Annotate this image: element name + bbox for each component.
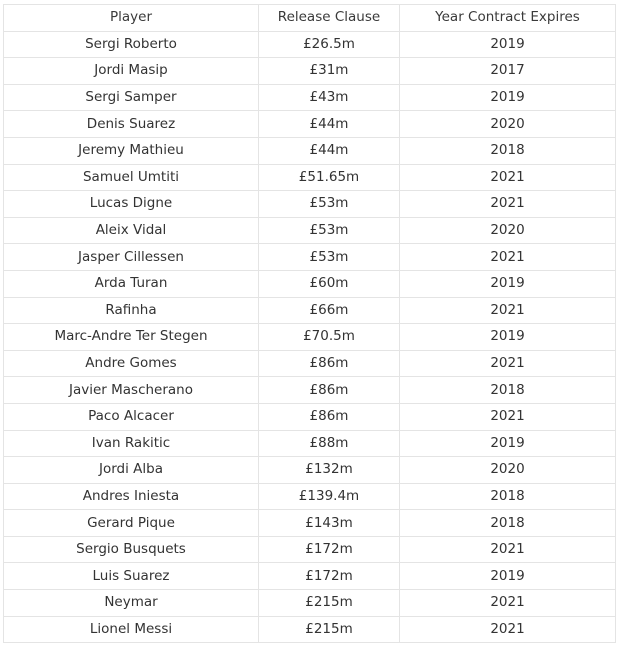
cell-release-clause: £215m [259, 616, 400, 643]
cell-release-clause: £51.65m [259, 164, 400, 191]
cell-year-contract-expires: 2018 [400, 377, 616, 404]
table-row [4, 217, 616, 244]
release-clause-table-container [3, 4, 615, 643]
cell-year-contract-expires: 2019 [400, 270, 616, 297]
cell-player: Aleix Vidal [4, 217, 259, 244]
cell-release-clause: £26.5m [259, 31, 400, 58]
cell-year-contract-expires: 2019 [400, 31, 616, 58]
cell-release-clause: £172m [259, 536, 400, 563]
cell-release-clause: £44m [259, 111, 400, 138]
header-release-clause: Release Clause [259, 5, 400, 32]
table-row [4, 457, 616, 484]
table-row [4, 377, 616, 404]
cell-release-clause: £172m [259, 563, 400, 590]
table-row [4, 536, 616, 563]
cell-year-contract-expires: 2021 [400, 616, 616, 643]
cell-release-clause: £88m [259, 430, 400, 457]
cell-player: Ivan Rakitic [4, 430, 259, 457]
header-player: Player [4, 5, 259, 32]
table-row [4, 616, 616, 643]
cell-player: Jordi Masip [4, 58, 259, 85]
cell-release-clause: £139.4m [259, 483, 400, 510]
cell-player: Sergio Busquets [4, 536, 259, 563]
cell-year-contract-expires: 2019 [400, 430, 616, 457]
cell-player: Luis Suarez [4, 563, 259, 590]
table-header-row [4, 5, 616, 32]
cell-year-contract-expires: 2018 [400, 137, 616, 164]
table-row [4, 510, 616, 537]
table-row [4, 31, 616, 58]
cell-player: Neymar [4, 590, 259, 617]
cell-year-contract-expires: 2020 [400, 217, 616, 244]
cell-year-contract-expires: 2021 [400, 191, 616, 218]
cell-release-clause: £132m [259, 457, 400, 484]
cell-year-contract-expires: 2021 [400, 164, 616, 191]
cell-release-clause: £70.5m [259, 324, 400, 351]
cell-player: Marc-Andre Ter Stegen [4, 324, 259, 351]
table-row [4, 137, 616, 164]
table-row [4, 84, 616, 111]
table-row [4, 563, 616, 590]
cell-release-clause: £44m [259, 137, 400, 164]
cell-year-contract-expires: 2020 [400, 457, 616, 484]
cell-player: Denis Suarez [4, 111, 259, 138]
cell-release-clause: £66m [259, 297, 400, 324]
cell-release-clause: £53m [259, 217, 400, 244]
cell-release-clause: £60m [259, 270, 400, 297]
cell-year-contract-expires: 2021 [400, 244, 616, 271]
cell-player: Rafinha [4, 297, 259, 324]
table-row [4, 164, 616, 191]
cell-player: Gerard Pique [4, 510, 259, 537]
cell-release-clause: £86m [259, 403, 400, 430]
table-row [4, 270, 616, 297]
table-row [4, 483, 616, 510]
cell-player: Jasper Cillessen [4, 244, 259, 271]
table-row [4, 430, 616, 457]
cell-year-contract-expires: 2021 [400, 590, 616, 617]
table-row [4, 324, 616, 351]
cell-year-contract-expires: 2019 [400, 84, 616, 111]
cell-player: Sergi Roberto [4, 31, 259, 58]
cell-player: Andres Iniesta [4, 483, 259, 510]
cell-year-contract-expires: 2019 [400, 324, 616, 351]
header-year-contract-expires: Year Contract Expires [400, 5, 616, 32]
cell-release-clause: £53m [259, 191, 400, 218]
table-row [4, 111, 616, 138]
cell-player: Andre Gomes [4, 350, 259, 377]
cell-player: Jeremy Mathieu [4, 137, 259, 164]
cell-year-contract-expires: 2020 [400, 111, 616, 138]
cell-player: Arda Turan [4, 270, 259, 297]
cell-year-contract-expires: 2021 [400, 297, 616, 324]
cell-player: Samuel Umtiti [4, 164, 259, 191]
table-row [4, 403, 616, 430]
cell-release-clause: £86m [259, 350, 400, 377]
cell-release-clause: £143m [259, 510, 400, 537]
table-row [4, 58, 616, 85]
cell-release-clause: £43m [259, 84, 400, 111]
cell-player: Javier Mascherano [4, 377, 259, 404]
cell-year-contract-expires: 2021 [400, 536, 616, 563]
cell-release-clause: £215m [259, 590, 400, 617]
cell-year-contract-expires: 2021 [400, 403, 616, 430]
table-row [4, 297, 616, 324]
cell-player: Jordi Alba [4, 457, 259, 484]
cell-year-contract-expires: 2018 [400, 483, 616, 510]
cell-player: Sergi Samper [4, 84, 259, 111]
table-row [4, 244, 616, 271]
cell-release-clause: £86m [259, 377, 400, 404]
release-clause-table [3, 4, 616, 643]
table-body [4, 31, 616, 643]
cell-year-contract-expires: 2017 [400, 58, 616, 85]
cell-year-contract-expires: 2019 [400, 563, 616, 590]
cell-player: Lucas Digne [4, 191, 259, 218]
cell-player: Lionel Messi [4, 616, 259, 643]
table-row [4, 350, 616, 377]
cell-year-contract-expires: 2021 [400, 350, 616, 377]
cell-year-contract-expires: 2018 [400, 510, 616, 537]
table-row [4, 191, 616, 218]
cell-player: Paco Alcacer [4, 403, 259, 430]
table-row [4, 590, 616, 617]
cell-release-clause: £31m [259, 58, 400, 85]
cell-release-clause: £53m [259, 244, 400, 271]
